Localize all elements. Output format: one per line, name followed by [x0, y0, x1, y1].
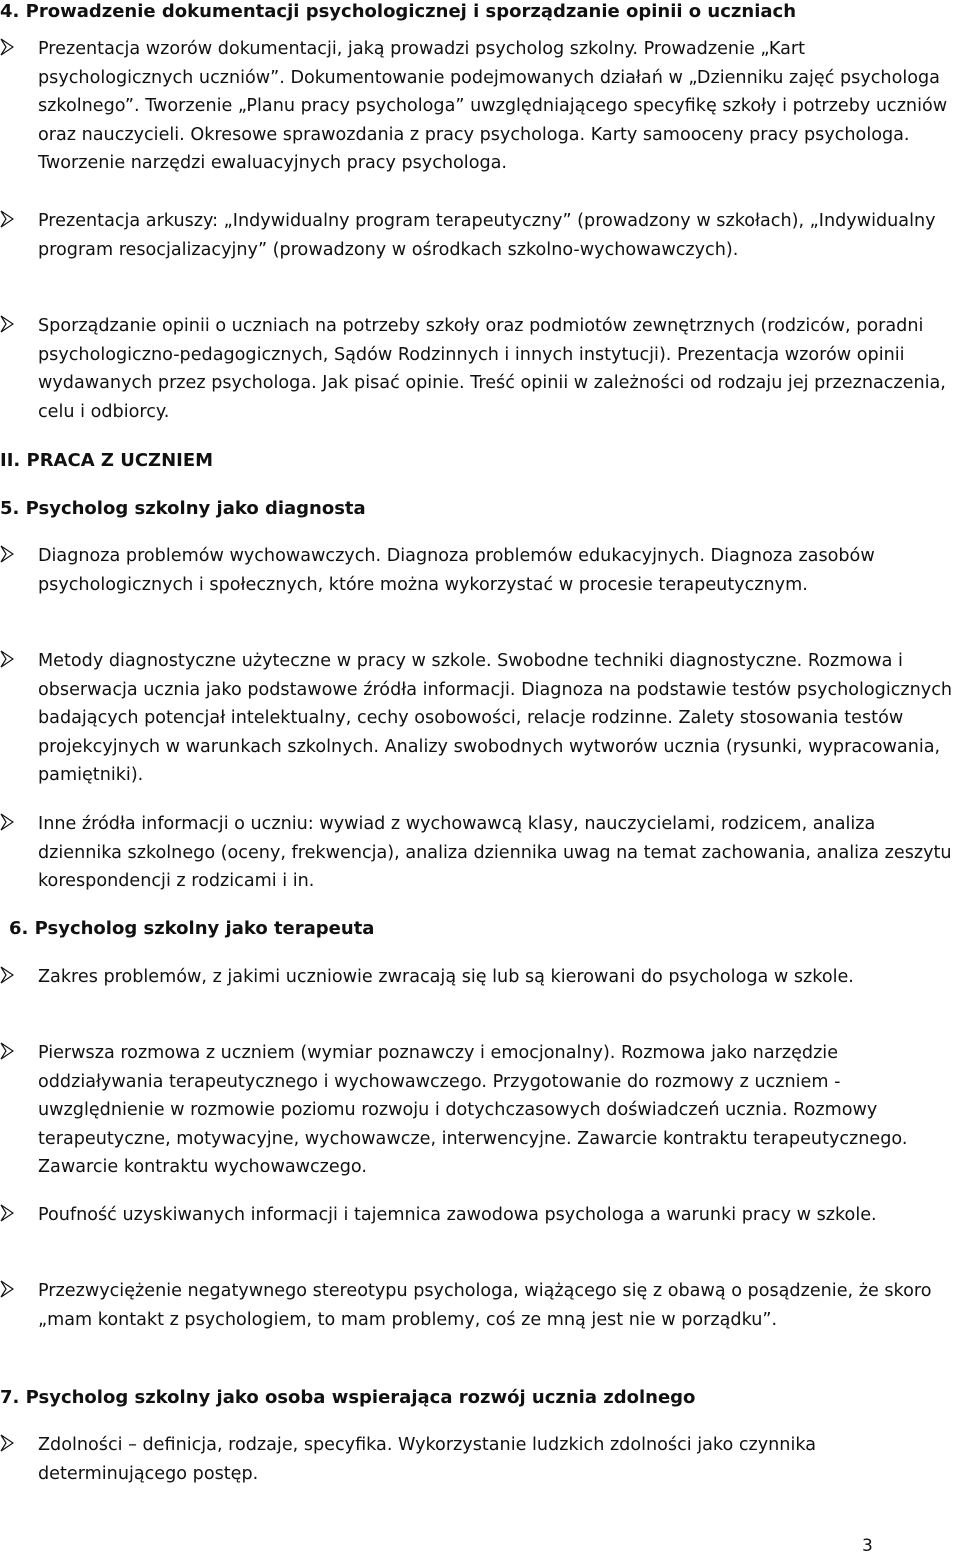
section-4-heading: 4. Prowadzenie dokumentacji psychologicznej i sporządzanie opinii o uczniach	[0, 1, 797, 22]
list-item-text: Zakres problemów, z jakimi uczniowie zwracają się lub są kierowani do psychologa w szkole.	[38, 967, 854, 987]
list-item-text: Metody diagnostyczne użyteczne w pracy w szkole. Swobodne techniki diagnostyczne. Rozmowa i obserwacja ucznia jako podstawowe źródła informacji. Diagnoza na podstawie testów psychologicznych badających potencjał intelektualny, cechy osobowości, relacje rodzinne. Zalety stosowania testów projekcyjnych w warunkach szkolnych. Analizy swobodnych wytworów ucznia (rysunki, wypracowania, pamiętniki).	[38, 651, 953, 785]
arrow-bullet-icon	[0, 1042, 14, 1060]
arrow-bullet-icon	[0, 1204, 14, 1222]
list-item	[0, 207, 958, 264]
list-item-text: Prezentacja arkuszy: „Indywidualny program terapeutyczny” (prowadzony w szkołach), „Indywidualny program resocjalizacyjny” (prowadzony w ośrodkach szkolno-wychowawczych).	[38, 211, 936, 260]
list-item-text: Diagnoza problemów wychowawczych. Diagnoza problemów edukacyjnych. Diagnoza zasobów psychologicznych i społecznych, które można wykorzystać w procesie terapeutycznym.	[38, 546, 875, 595]
page-number: 3	[862, 1536, 873, 1556]
list-item	[0, 1277, 958, 1334]
section-6-heading: 6. Psycholog szkolny jako terapeuta	[9, 918, 375, 939]
section-5-heading: 5. Psycholog szkolny jako diagnosta	[0, 498, 366, 519]
list-item	[0, 963, 958, 992]
list-item-text: Inne źródła informacji o uczniu: wywiad z wychowawcą klasy, nauczycielami, rodzicem, analiza dziennika szkolnego (oceny, frekwencja), analiza dziennika uwag na temat zachowania, analiza zeszytu korespondencji z rodzicami i in.	[38, 814, 952, 891]
list-item-text: Prezentacja wzorów dokumentacji, jaką prowadzi psycholog szkolny. Prowadzenie „Kart psychologicznych uczniów”. Dokumentowanie podejmowanych działań w „Dzienniku zajęć psychologa szkolnego”. Tworzenie „Planu pracy psychologa” uwzględniającego specyfikę szkoły i potrzeby uczniów oraz nauczycieli. Okresowe sprawozdania z pracy psychologa. Karty samooceny pracy psychologa. Tworzenie narzędzi ewaluacyjnych pracy psychologa.	[38, 39, 948, 173]
arrow-bullet-icon	[0, 966, 14, 984]
arrow-bullet-icon	[0, 813, 14, 831]
list-item	[0, 1039, 958, 1182]
list-item	[0, 1431, 958, 1488]
list-item	[0, 810, 958, 896]
list-item-text: Poufność uzyskiwanych informacji i tajemnica zawodowa psychologa a warunki pracy w szkole.	[38, 1205, 877, 1225]
list-item-text: Przezwyciężenie negatywnego stereotypu psychologa, wiążącego się z obawą o posądzenie, że skoro „mam kontakt z psychologiem, to mam problemy, coś ze mną jest nie w porządku”.	[38, 1281, 932, 1330]
arrow-bullet-icon	[0, 210, 14, 228]
list-item-text: Sporządzanie opinii o uczniach na potrzeby szkoły oraz podmiotów zewnętrznych (rodziców, poradni psychologiczno-pedagogicznych, Sądów Rodzinnych i innych instytucji). Prezentacja wzorów opinii wydawanych przez psychologa. Jak pisać opinie. Treść opinii w zależności od rodzaju jej przeznaczenia, celu i odbiorcy.	[38, 316, 946, 422]
list-item-text: Zdolności – definicja, rodzaje, specyfika. Wykorzystanie ludzkich zdolności jako czynnika determinującego postęp.	[38, 1435, 816, 1484]
arrow-bullet-icon	[0, 650, 14, 668]
list-item	[0, 647, 958, 790]
arrow-bullet-icon	[0, 545, 14, 563]
arrow-bullet-icon	[0, 38, 14, 56]
arrow-bullet-icon	[0, 315, 14, 333]
list-item	[0, 312, 958, 426]
list-item	[0, 542, 958, 599]
list-item	[0, 1201, 958, 1230]
arrow-bullet-icon	[0, 1434, 14, 1452]
arrow-bullet-icon	[0, 1280, 14, 1298]
list-item	[0, 35, 958, 178]
section-7-heading: 7. Psycholog szkolny jako osoba wspierająca rozwój ucznia zdolnego	[0, 1387, 696, 1408]
list-item-text: Pierwsza rozmowa z uczniem (wymiar poznawczy i emocjonalny). Rozmowa jako narzędzie oddziaływania terapeutycznego i wychowawczego. Przygotowanie do rozmowy z uczniem - uwzględnienie w rozmowie poziomu rozwoju i dotychczasowych doświadczeń ucznia. Rozmowy terapeutyczne, motywacyjne, wychowawcze, interwencyjne. Zawarcie kontraktu terapeutycznego. Zawarcie kontraktu wychowawczego.	[38, 1043, 908, 1177]
part-2-heading: II. PRACA Z UCZNIEM	[0, 450, 214, 471]
